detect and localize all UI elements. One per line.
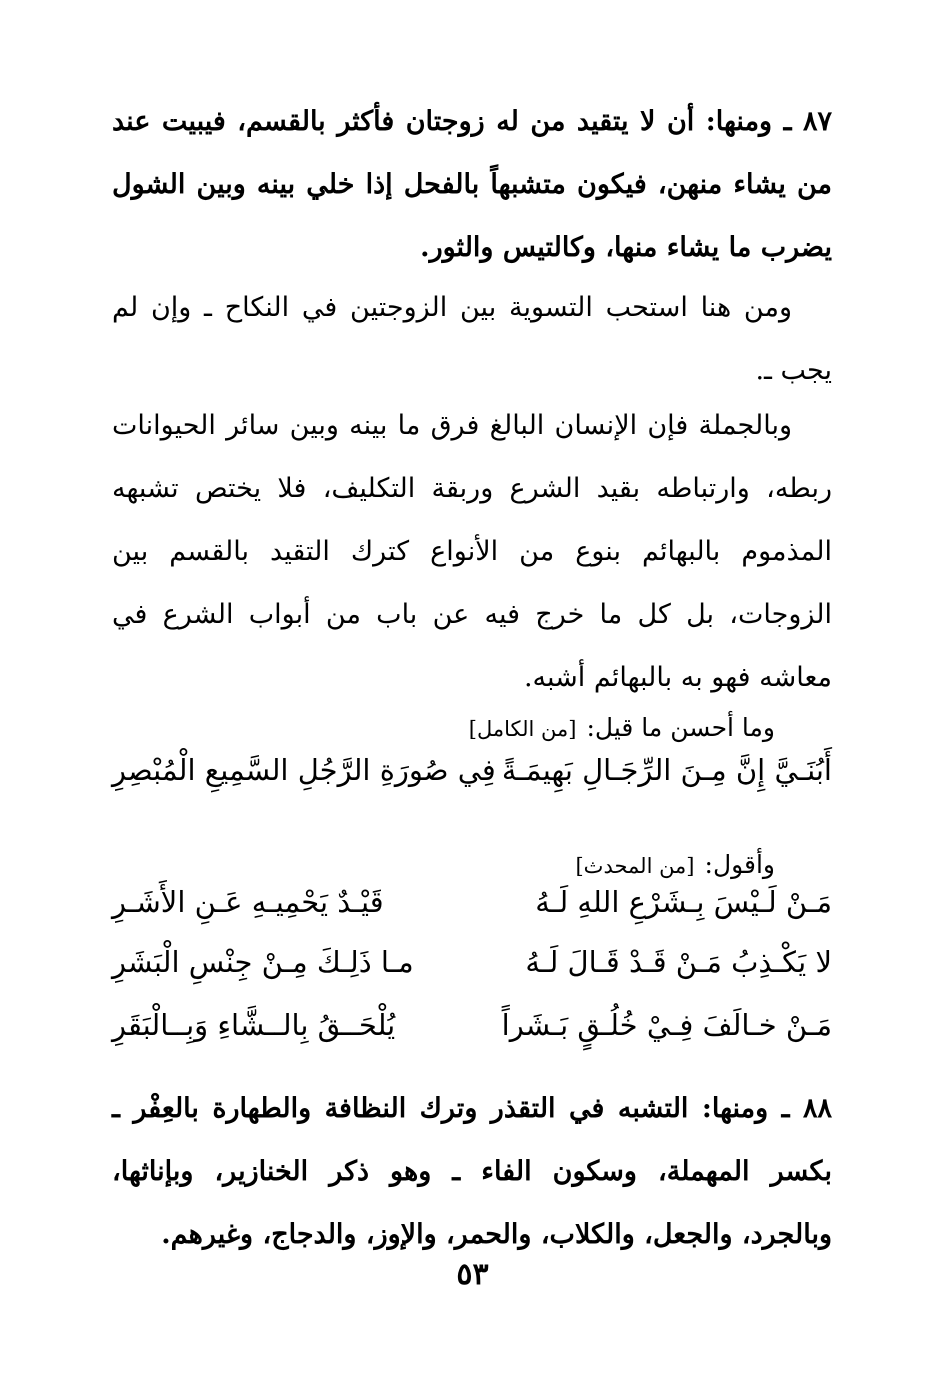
verse-first-hemistich: لا يَكْـذِبُ مَـنْ قَـدْ قَـالَ لَـهُ bbox=[525, 945, 832, 979]
intro-text: وما أحسن ما قيل: bbox=[586, 713, 775, 742]
paragraph-88 bbox=[112, 1077, 832, 1266]
meter-label: [من الكامل] bbox=[468, 717, 577, 741]
verse-first-hemistich: مَـنْ خـالَفَ فِـيْ خُلُـقٍ بَـشَراً bbox=[501, 1008, 832, 1042]
verse-first-hemistich: أَبُنَـيَّ إِنَّ مِـنَ الرِّجَـالِ بَهِيمَـةً bbox=[501, 753, 832, 787]
paragraph-87 bbox=[112, 90, 832, 279]
verse-second-hemistich: مـا ذَلِـكَ مِـنْ جِنْسِ الْبَشَرِ bbox=[112, 945, 414, 979]
verse-muhdath-1 bbox=[112, 872, 832, 932]
verse-muhdath-2 bbox=[112, 932, 832, 992]
paragraph-number: ٨٧ ـ bbox=[783, 106, 833, 137]
page-number: ٥٣ bbox=[456, 1257, 489, 1292]
paragraph-equality-note: ومن هنا استحب التسوية بين الزوجتين في النكاح ـ وإن لم يجب ـ. bbox=[112, 292, 832, 386]
verse-kamil bbox=[112, 740, 832, 800]
paragraph-general: وبالجملة فإن الإنسان البالغ فرق ما بينه وبين سائر الحيوانات ربطه، وارتباطه بقيد الشرع وربقة التكليف، فلا يختص تشبهه المذموم بالبهائم بنوع من الأنواع كترك التقيد بالقسم بين الزوجات، بل كل ما خرج فيه عن باب من أبواب الشرع في معاشه فهو به بالبهائم أشبه. bbox=[112, 410, 832, 693]
meter-label: [من المحدث] bbox=[575, 854, 695, 878]
verse-second-hemistich: فِي صُورَةِ الرَّجُلِ السَّمِيعِ الْمُبْصِرِ bbox=[112, 753, 496, 787]
verse-first-hemistich: مَـنْ لَـيْسَ بِـشَرْعِ اللهِ لَـهُ bbox=[535, 885, 832, 919]
paragraph-text: ومنها: التشبه في التقذر وترك النظافة والطهارة بالعِفْر ـ بكسر المهملة، وسكون الفاء ـ وهو ذكر الخنازير، وبإناثها، وبالجرد، والجعل، والكلاب، والحمر، والإوز، والدجاج، وغيرهم. bbox=[112, 1093, 832, 1250]
paragraph-number: ٨٨ ـ bbox=[781, 1093, 832, 1124]
intro-text: وأقول: bbox=[704, 850, 775, 879]
paragraph-text: ومنها: أن لا يتقيد من له زوجتان فأكثر بالقسم، فيبيت عند من يشاء منهن، فيكون متشبهاً بالفحل إذا خلي بينه وبين الشول يضرب ما يشاء منها، وكالتيس والثور. bbox=[112, 106, 832, 263]
verse-second-hemistich: يُلْحَــقُ بِالــشَّاءِ وَبِــالْبَقَرِ bbox=[112, 1008, 396, 1042]
verse-muhdath-3 bbox=[112, 995, 832, 1055]
verse-second-hemistich: قَيْـدٌ يَحْمِيـهِ عَـنِ الأَشَـرِ bbox=[112, 885, 384, 919]
